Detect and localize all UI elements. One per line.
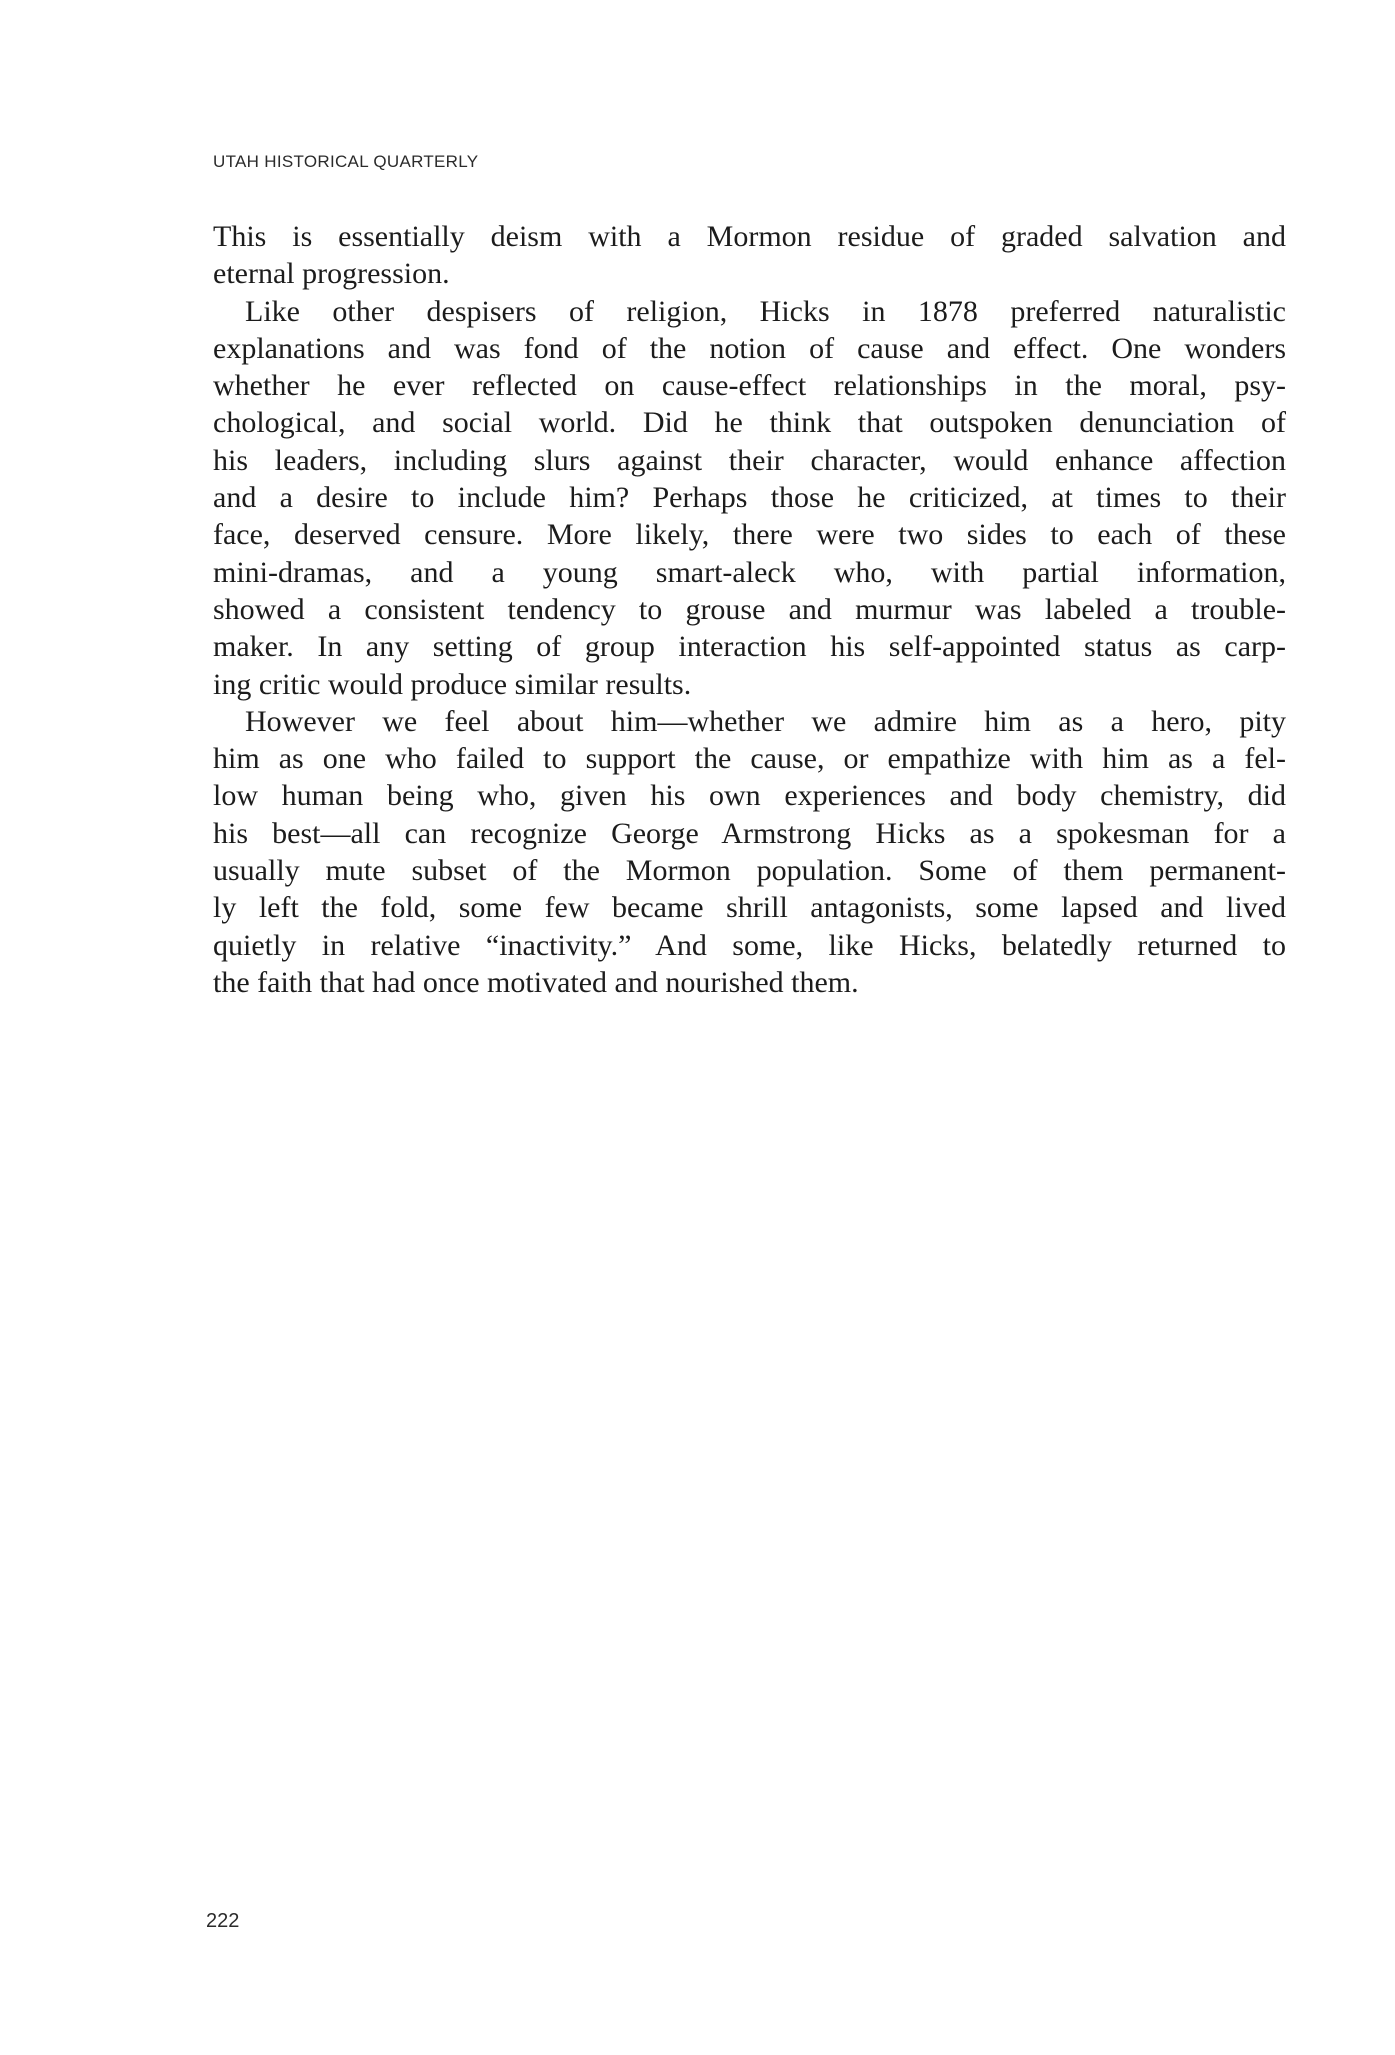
- text-line: ly left the fold, some few became shrill antagonists, some lapsed and lived: [213, 891, 1286, 925]
- text-line: maker. In any setting of group interaction his self-appointed status as carp-: [213, 630, 1286, 664]
- text-line: him as one who failed to support the cause, or empathize with him as a fel-: [213, 742, 1286, 776]
- text-line: ing critic would produce similar results.: [213, 667, 692, 701]
- text-line: his leaders, including slurs against their character, would enhance affection: [213, 443, 1286, 477]
- text-line: low human being who, given his own experiences and body chemistry, did: [213, 779, 1286, 813]
- paragraph: [213, 703, 1286, 1001]
- page-number: 222: [206, 1910, 240, 1932]
- paragraph: [213, 293, 1286, 703]
- text-line: explanations and was fond of the notion of cause and effect. One wonders: [213, 331, 1286, 365]
- text-line: mini-dramas, and a young smart-aleck who, with partial information,: [213, 555, 1286, 589]
- text-line: eternal progression.: [213, 257, 450, 291]
- article-body: [213, 218, 1286, 1001]
- text-line: whether he ever reflected on cause-effect relationships in the moral, psy-: [213, 369, 1286, 403]
- running-head: UTAH HISTORICAL QUARTERLY: [213, 152, 479, 171]
- paragraph: [213, 218, 1286, 293]
- text-line: chological, and social world. Did he think that outspoken denunciation of: [213, 406, 1286, 440]
- text-line: This is essentially deism with a Mormon residue of graded salvation and: [213, 220, 1286, 253]
- text-line: However we feel about him—whether we admire him as a hero, pity: [245, 704, 1286, 738]
- text-line: quietly in relative “inactivity.” And some, like Hicks, belatedly returned to: [213, 928, 1286, 962]
- text-line: the faith that had once motivated and nourished them.: [213, 965, 859, 999]
- text-line: showed a consistent tendency to grouse and murmur was labeled a trouble-: [213, 592, 1286, 626]
- text-line: face, deserved censure. More likely, there were two sides to each of these: [213, 518, 1286, 552]
- text-line: usually mute subset of the Mormon population. Some of them permanent-: [213, 854, 1286, 888]
- text-line: Like other despisers of religion, Hicks in 1878 preferred naturalistic: [245, 294, 1286, 328]
- text-line: and a desire to include him? Perhaps those he criticized, at times to their: [213, 481, 1286, 515]
- text-line: his best—all can recognize George Armstrong Hicks as a spokesman for a: [213, 816, 1286, 850]
